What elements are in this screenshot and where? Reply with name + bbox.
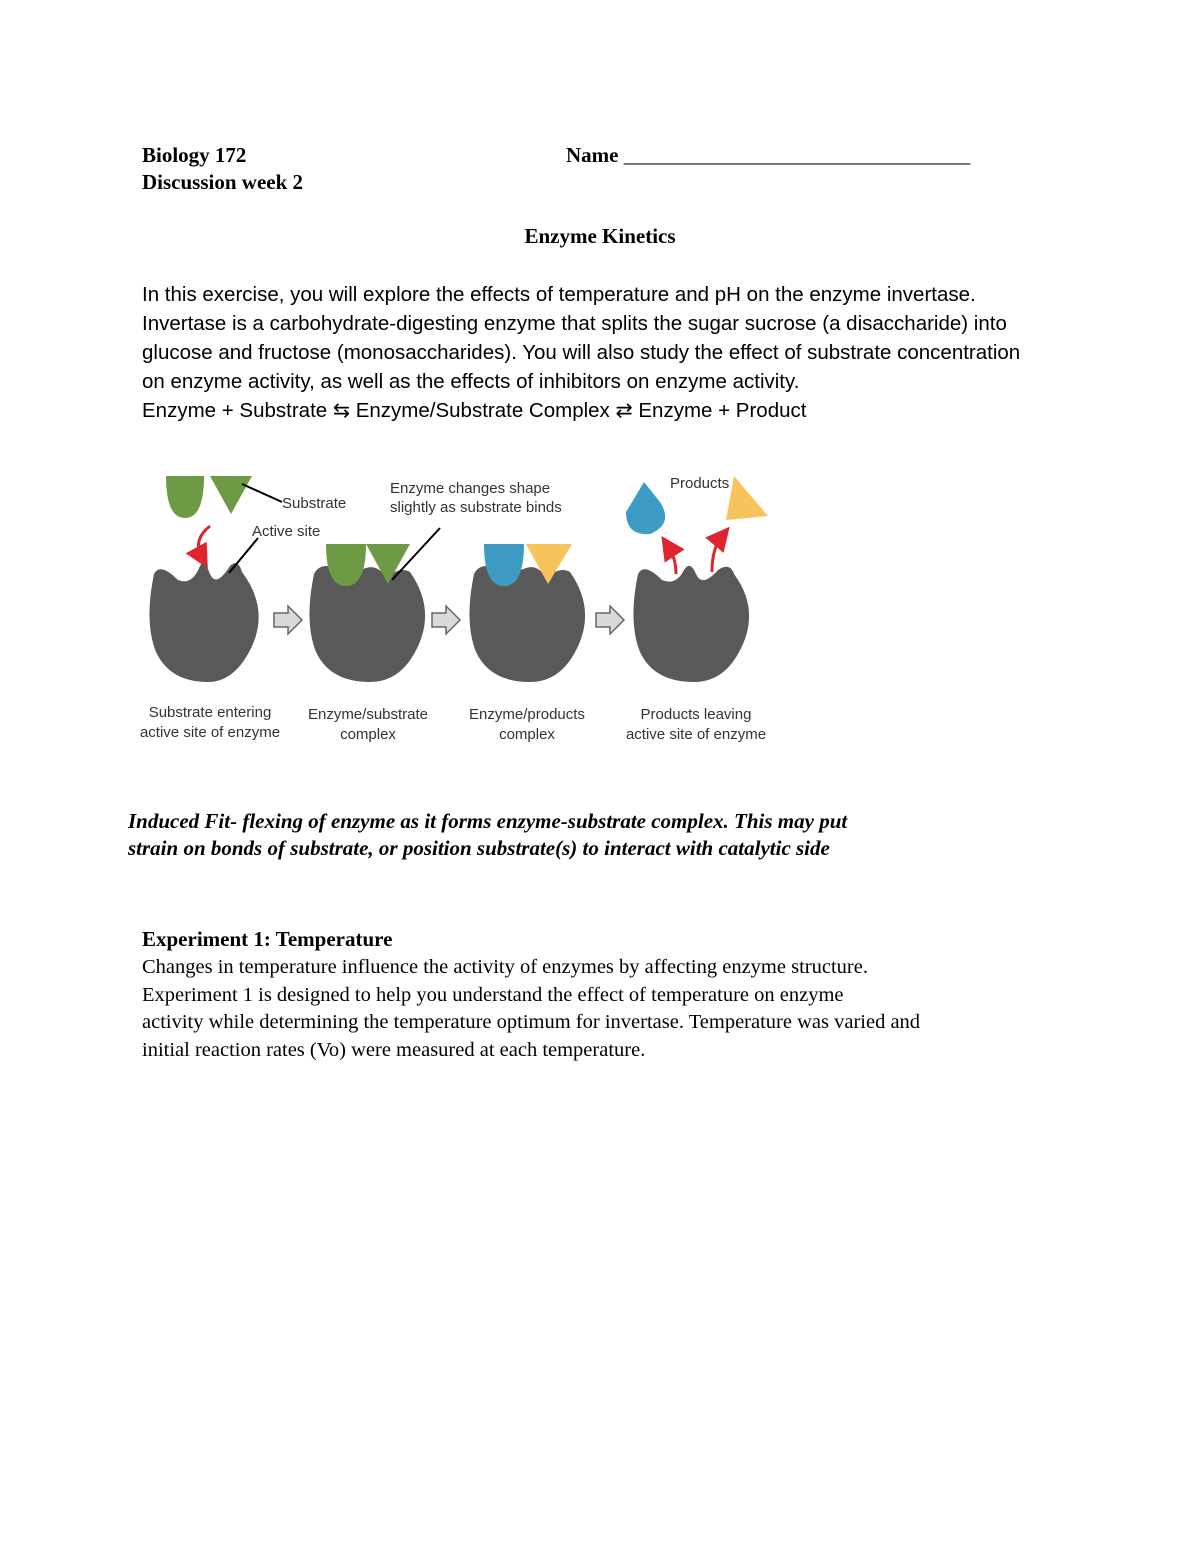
intro-line: In this exercise, you will explore the effects of temperature and pH on the enzyme invertase. <box>142 283 976 306</box>
name-label: Name <box>566 143 619 167</box>
enzyme-body <box>633 566 749 682</box>
substrate-label: Substrate <box>282 495 347 512</box>
stage-caption: active site of enzyme <box>139 724 281 741</box>
induced-fit-diagram <box>130 462 790 762</box>
products-label: Products <box>670 475 730 492</box>
product-yellow <box>726 476 768 520</box>
stage-3-enzyme-products-complex <box>469 544 585 682</box>
stage-caption: Substrate entering <box>148 704 272 721</box>
step-arrow <box>432 606 460 634</box>
experiment-line: Changes in temperature influence the activity of enzymes by affecting enzyme structure. <box>142 956 868 978</box>
course-title: Biology 172 <box>142 143 247 167</box>
substrate-triangle <box>210 476 252 514</box>
page-title: Enzyme Kinetics <box>524 224 676 248</box>
induced-fit-line: Induced Fit- flexing of enzyme as it forms enzyme-substrate complex. This may put <box>128 809 848 833</box>
stage-caption: Enzyme/substrate <box>307 706 429 723</box>
stage-1-substrate-entering <box>149 476 282 682</box>
experiment-line: Experiment 1 is designed to help you understand the effect of temperature on enzyme <box>142 983 844 1006</box>
discussion-week: Discussion week 2 <box>142 170 304 194</box>
shape-change-label-1: Enzyme changes shape <box>390 480 551 497</box>
stage-4-products-leaving <box>626 476 768 682</box>
intro-line: Invertase is a carbohydrate-digesting enzyme that splits the sugar sucrose (a disaccharide) into <box>142 312 1007 335</box>
intro-line: glucose and fructose (monosaccharides). You will also study the effect of substrate concentration <box>142 341 1021 364</box>
step-arrow <box>596 606 624 634</box>
enzyme-body <box>149 563 258 682</box>
experiment-1-heading: Experiment 1: Temperature <box>142 927 393 951</box>
intro-paragraph <box>142 280 1102 425</box>
stage-caption: complex <box>340 726 396 743</box>
substrate-semicircle <box>166 476 204 518</box>
name-blank: _________________________________ <box>623 143 971 167</box>
stage-caption: Enzyme/products <box>469 706 585 723</box>
enzyme-body <box>309 566 425 682</box>
shape-change-label-2: slightly as substrate binds <box>390 499 562 516</box>
step-arrow <box>274 606 302 634</box>
stage-caption: complex <box>499 726 555 743</box>
stage-caption: Products leaving <box>640 706 752 723</box>
active-site-label: Active site <box>252 523 321 540</box>
induced-fit-line: strain on bonds of substrate, or position substrate(s) to interact with catalytic side <box>128 836 830 860</box>
product-blue <box>626 482 665 534</box>
name-field <box>566 143 970 168</box>
induced-fit-note <box>128 808 847 862</box>
stage-caption: active site of enzyme <box>625 726 767 743</box>
experiment-line: initial reaction rates (Vo) were measured at each temperature. <box>142 1038 646 1061</box>
stage-2-enzyme-substrate-complex <box>309 528 440 682</box>
intro-line: on enzyme activity, as well as the effects of inhibitors on enzyme activity. <box>142 370 800 393</box>
enzyme-body <box>469 566 585 682</box>
experiment-1-body <box>142 954 1102 1064</box>
reaction-equation: Enzyme + Substrate ⇆ Enzyme/Substrate Complex ⇄ Enzyme + Product <box>142 399 807 422</box>
experiment-line: activity while determining the temperature optimum for invertase. Temperature was varied and <box>142 1011 921 1033</box>
